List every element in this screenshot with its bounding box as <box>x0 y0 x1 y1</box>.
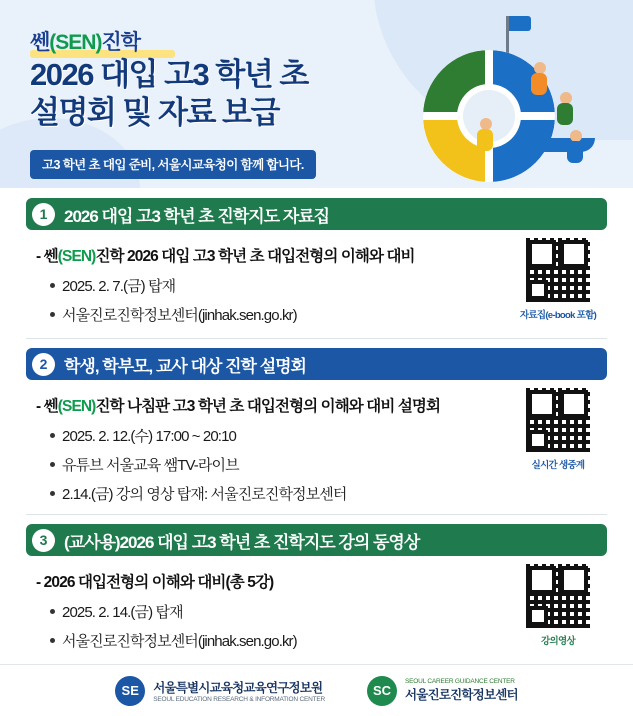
career-center-logo-icon: SC <box>367 676 397 706</box>
section-3-title: (교사용)2026 대입 고3 학년 초 진학지도 강의 동영상 <box>64 532 420 552</box>
boat-icon <box>531 138 595 152</box>
seoul-education-logo-text <box>153 678 325 703</box>
section-1-lead-rest: 진학 2026 대입 고3 학년 초 대입전형의 이해와 대비 <box>95 248 415 265</box>
section-1-lead-sen: (SEN) <box>57 248 96 265</box>
qr-code-icon[interactable] <box>524 562 592 630</box>
section-2-body <box>26 380 607 504</box>
section-2-lead-prefix: - 쎈 <box>36 398 58 415</box>
title-line-2: 설명회 및 자료 보급 <box>30 95 279 130</box>
section-2-title: 학생, 학부모, 교사 대상 진학 설명회 <box>64 356 306 376</box>
section-3-body <box>26 556 607 652</box>
section-1-qr-caption: 자료집(e-book 포함) <box>519 310 597 321</box>
bullet-dot-icon <box>50 462 55 467</box>
divider-2 <box>26 514 607 515</box>
page-title <box>30 56 308 132</box>
section-1-body <box>26 230 607 326</box>
poster-footer <box>0 664 633 716</box>
section-2-bullet-3-text: 2.14.(금) 강의 영상 탑재: 서울진로진학정보센터 <box>62 486 347 503</box>
section-1-number: 1 <box>32 203 55 226</box>
section-1-lead-prefix: - 쎈 <box>36 248 58 265</box>
section-1 <box>26 198 607 326</box>
section-2 <box>26 348 607 512</box>
section-3-lead-prefix: - 2026 대입전형의 이해와 대비(총 5강) <box>36 574 274 591</box>
section-3-qr-caption: 강의영상 <box>541 636 575 647</box>
footer-logo-career-center <box>367 676 518 706</box>
section-2-lead-rest: 진학 나침판 고3 학년 초 대입전형의 이해와 대비 설명회 <box>95 398 441 415</box>
section-2-qr-block[interactable] <box>517 386 599 471</box>
bullet-dot-icon <box>50 609 55 614</box>
globe-illustration <box>381 14 611 188</box>
bullet-dot-icon <box>50 491 55 496</box>
qr-code-icon[interactable] <box>524 236 592 304</box>
flag-icon <box>509 16 531 31</box>
career-center-name-en: SEOUL CAREER GUIDANCE CENTER <box>405 678 515 685</box>
career-center-logo-text <box>405 678 518 703</box>
divider-1 <box>26 338 607 339</box>
section-1-bullet-1-text: 2025. 2. 7.(금) 탑재 <box>62 278 176 295</box>
bullet-dot-icon <box>50 283 55 288</box>
section-1-bullet-2-text: 서울진로진학정보센터(jinhak.sen.go.kr) <box>62 307 297 324</box>
brand-sen: (SEN) <box>49 31 102 54</box>
section-2-header <box>26 348 607 380</box>
seoul-education-logo-icon: SE <box>115 676 145 706</box>
bullet-dot-icon <box>50 312 55 317</box>
poster-header <box>0 0 633 188</box>
section-2-number: 2 <box>32 353 55 376</box>
section-2-bullet-2-text: 유튜브 서울교육 쌤TV-라이브 <box>62 457 239 474</box>
bullet-dot-icon <box>50 433 55 438</box>
section-2-lead-sen: (SEN) <box>57 398 96 415</box>
brand-tag <box>30 26 140 56</box>
footer-logo-seoul-education <box>115 676 325 706</box>
section-3-bullet-1-text: 2025. 2. 14.(금) 탑재 <box>62 604 183 621</box>
section-1-header <box>26 198 607 230</box>
subtitle-chip: 고3 학년 초 대입 준비, 서울시교육청이 함께 합니다. <box>30 150 316 179</box>
section-2-bullet-1-text: 2025. 2. 12.(수) 17:00 ~ 20:10 <box>62 428 236 445</box>
career-center-name-ko: 서울진로진학정보센터 <box>405 688 518 702</box>
section-3-bullet-2-text: 서울진로진학정보센터(jinhak.sen.go.kr) <box>62 633 297 650</box>
brand-suffix: 진학 <box>101 31 141 54</box>
seoul-education-name-ko: 서울특별시교육청교육연구정보원 <box>153 681 323 695</box>
title-line-1: 2026 대입 고3 학년 초 <box>30 57 308 92</box>
seoul-education-name-en: SEOUL EDUCATION RESEARCH & INFORMATION CENTER <box>153 696 326 703</box>
bullet-dot-icon <box>50 638 55 643</box>
brand-prefix: 쎈 <box>30 31 50 54</box>
qr-code-icon[interactable] <box>524 386 592 454</box>
section-1-qr-block[interactable] <box>517 236 599 321</box>
section-2-bullet-3 <box>50 483 607 504</box>
section-3-header <box>26 524 607 556</box>
section-3 <box>26 524 607 652</box>
section-3-qr-block[interactable] <box>517 562 599 647</box>
section-2-qr-caption: 실시간 생중계 <box>531 460 585 471</box>
section-1-title: 2026 대입 고3 학년 초 진학지도 자료집 <box>64 206 330 226</box>
section-3-number: 3 <box>32 529 55 552</box>
